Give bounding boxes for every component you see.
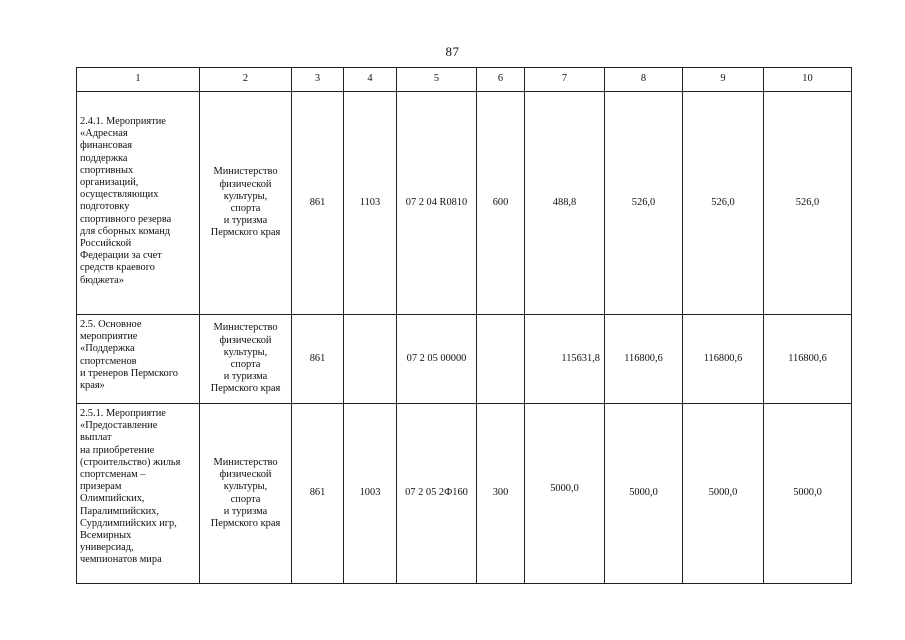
header-cell: 8 (605, 68, 683, 92)
header-cell: 9 (683, 68, 764, 92)
header-cell: 4 (344, 68, 397, 92)
measure-description: 2.4.1. Мероприятие «Адресная финансовая поддержка спортивных организаций, осуществляющих подготовку спортивного резерва для сборных команд Российской Федерации за счет средств краевого бюджета» (77, 92, 200, 315)
code-cell: 07 2 04 R0810 (397, 92, 477, 315)
header-cell: 1 (77, 68, 200, 92)
amount-cell: 115631,8 (525, 315, 605, 404)
code-cell: 861 (292, 92, 344, 315)
header-cell: 3 (292, 68, 344, 92)
responsible-executor: Министерство физической культуры, спорта и туризма Пермского края (200, 404, 292, 584)
amount-cell: 116800,6 (683, 315, 764, 404)
amount-cell: 526,0 (683, 92, 764, 315)
header-cell: 6 (477, 68, 525, 92)
table-row (77, 315, 852, 404)
code-cell: 600 (477, 92, 525, 315)
table-row (77, 404, 852, 584)
header-cell: 2 (200, 68, 292, 92)
amount-cell: 5000,0 (605, 404, 683, 584)
table-row (77, 92, 852, 315)
responsible-executor: Министерство физической культуры, спорта и туризма Пермского края (200, 315, 292, 404)
amount-cell: 5000,0 (764, 404, 852, 584)
amount-cell: 526,0 (764, 92, 852, 315)
code-cell: 07 2 05 2Ф160 (397, 404, 477, 584)
code-cell: 861 (292, 315, 344, 404)
amount-cell: 116800,6 (764, 315, 852, 404)
measure-description: 2.5. Основное мероприятие «Поддержка спортсменов и тренеров Пермского края» (77, 315, 200, 404)
code-cell: 861 (292, 404, 344, 584)
header-cell: 5 (397, 68, 477, 92)
program-table (76, 67, 852, 584)
measure-description: 2.5.1. Мероприятие «Предоставление выплат на приобретение (строительство) жилья спортсменам – призерам Олимпийских, Паралимпийских, Сурдлимпийских игр, Всемирных универсиад, чемпионатов мира (77, 404, 200, 584)
header-cell: 7 (525, 68, 605, 92)
responsible-executor: Министерство физической культуры, спорта и туризма Пермского края (200, 92, 292, 315)
page-number: 87 (445, 44, 460, 59)
code-cell (344, 315, 397, 404)
header-cell: 10 (764, 68, 852, 92)
amount-cell: 116800,6 (605, 315, 683, 404)
amount-cell: 5000,0 (683, 404, 764, 584)
amount-cell: 5000,0 (525, 404, 605, 584)
code-cell: 300 (477, 404, 525, 584)
amount-cell: 488,8 (525, 92, 605, 315)
header-row (77, 68, 852, 92)
amount-cell: 526,0 (605, 92, 683, 315)
code-cell (477, 315, 525, 404)
code-cell: 1103 (344, 92, 397, 315)
code-cell: 07 2 05 00000 (397, 315, 477, 404)
code-cell: 1003 (344, 404, 397, 584)
